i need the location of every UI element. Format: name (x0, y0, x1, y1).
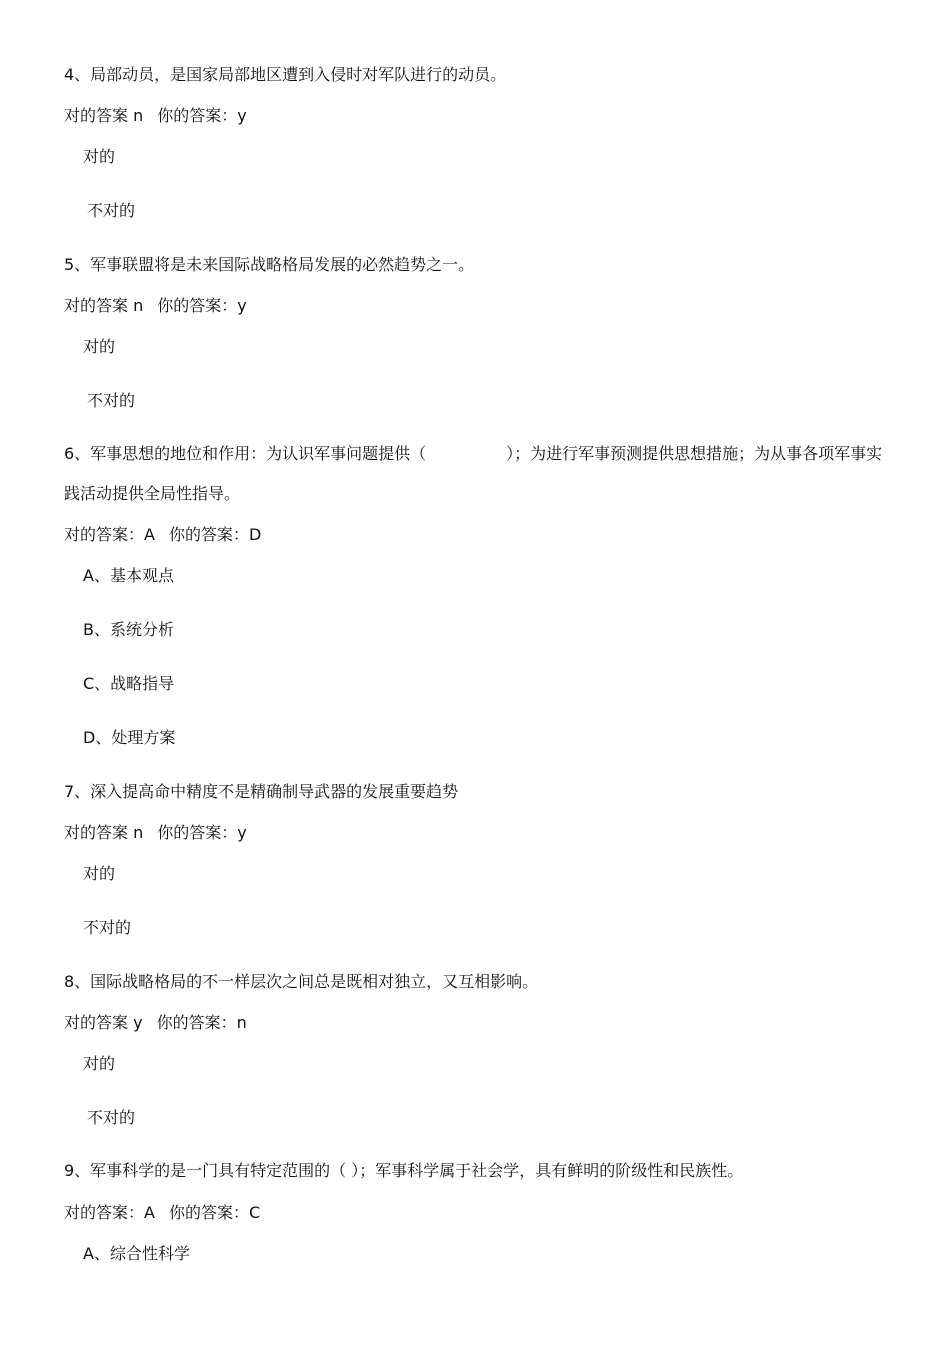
question-8-option-true: 对的 (83, 1054, 116, 1073)
question-5-correct-answer: 对的答案 n (64, 296, 144, 315)
question-8-text: 8、国际战略格局的不一样层次之间总是既相对独立，又互相影响。 (64, 972, 539, 991)
question-7-correct-answer: 对的答案 n (64, 823, 144, 842)
question-4-text: 4、局部动员，是国家局部地区遭到入侵时对军队进行的动员。 (64, 65, 507, 84)
question-4-option-false: 不对的 (87, 201, 136, 220)
question-6-option-a: A、基本观点 (83, 566, 174, 585)
question-7-option-true: 对的 (83, 864, 116, 883)
question-6-your-answer: 你的答案：D (168, 525, 262, 544)
question-5-your-answer: 你的答案：y (157, 296, 247, 315)
question-8-option-false: 不对的 (87, 1108, 136, 1127)
question-9-text: 9、军事科学的是一门具有特定范围的（ ）；军事科学属于社会学，具有鲜明的阶级性和民族性。 (64, 1161, 744, 1180)
question-4-answer (64, 105, 247, 127)
question-5-answer (64, 295, 247, 317)
question-5-option-false: 不对的 (87, 391, 136, 410)
question-7-text: 7、深入提高命中精度不是精确制导武器的发展重要趋势 (64, 782, 459, 801)
question-6-option-b: B、系统分析 (83, 620, 174, 639)
question-4-option-true: 对的 (83, 147, 116, 166)
question-8-correct-answer: 对的答案 y (64, 1013, 143, 1032)
question-4-correct-answer: 对的答案 n (64, 106, 144, 125)
question-9-your-answer: 你的答案：C (168, 1203, 261, 1222)
question-9-option-a: A、综合性科学 (83, 1244, 190, 1263)
question-6-option-c: C、战略指导 (83, 674, 175, 693)
question-9-correct-answer: 对的答案：A (64, 1203, 155, 1222)
question-4-your-answer: 你的答案：y (157, 106, 247, 125)
question-6-answer (64, 524, 261, 546)
question-6-text: 6、军事思想的地位和作用：为认识军事问题提供（ ）；为进行军事预测提供思想措施；为从事各项军事实践活动提供全局性指导。 (64, 444, 883, 503)
question-5-option-true: 对的 (83, 337, 116, 356)
question-8-answer (64, 1012, 247, 1034)
question-7-option-false: 不对的 (83, 918, 132, 937)
question-7-answer (64, 822, 247, 844)
question-9-answer (64, 1202, 260, 1224)
question-6-option-d: D、处理方案 (83, 728, 176, 747)
question-8-your-answer: 你的答案：n (156, 1013, 247, 1032)
question-7-your-answer: 你的答案：y (157, 823, 247, 842)
question-6-correct-answer: 对的答案：A (64, 525, 155, 544)
question-5-text: 5、军事联盟将是未来国际战略格局发展的必然趋势之一。 (64, 255, 475, 274)
